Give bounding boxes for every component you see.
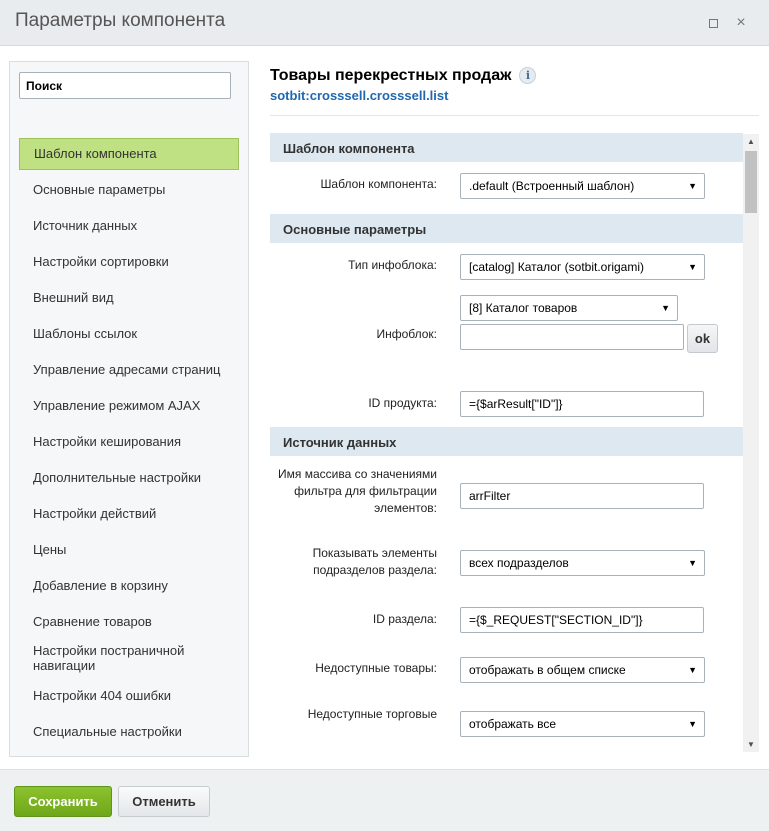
- dialog-titlebar: [0, 0, 769, 46]
- sidebar-item-prices[interactable]: Цены: [33, 542, 67, 557]
- iblock-label: Инфоблок:: [376, 327, 437, 341]
- dialog-footer: [0, 769, 769, 831]
- param-row-unavailable: [270, 645, 743, 694]
- component-title: Товары перекрестных продаж: [270, 67, 512, 84]
- param-row-section-id: [270, 596, 743, 645]
- sidebar-item-main-params[interactable]: Основные параметры: [33, 182, 166, 197]
- params-form: [270, 133, 743, 754]
- section-id-label: ID раздела:: [372, 612, 437, 626]
- sidebar-item-ajax[interactable]: Управление режимом AJAX: [33, 398, 201, 413]
- iblock-extra-input[interactable]: [460, 324, 684, 350]
- scroll-down-icon[interactable]: ▼: [747, 740, 755, 749]
- sidebar-item-link-templates[interactable]: Шаблоны ссылок: [33, 326, 138, 341]
- iblock-type-select[interactable]: [catalog] Каталог (sotbit.origami) ▼: [460, 254, 705, 280]
- sidebar-item-data-source[interactable]: Источник данных: [33, 218, 138, 233]
- chevron-down-icon: ▼: [688, 719, 697, 729]
- sidebar-item-additional[interactable]: Дополнительные настройки: [33, 470, 202, 485]
- ok-button[interactable]: ok: [687, 324, 718, 353]
- param-row-template: [270, 162, 743, 214]
- cancel-button[interactable]: Отменить: [118, 786, 210, 817]
- sidebar-item-special[interactable]: Специальные настройки: [33, 724, 182, 739]
- sidebar-item-pagination[interactable]: Настройки постраничной навигации: [33, 643, 185, 673]
- section-header-source: Источник данных: [270, 427, 743, 456]
- section-id-input[interactable]: ={$_REQUEST["SECTION_ID"]}: [460, 607, 704, 633]
- iblock-type-label: Тип инфоблока:: [348, 258, 437, 272]
- param-row-iblock: [270, 291, 743, 379]
- dialog-title: Параметры компонента: [15, 10, 226, 31]
- product-id-label: ID продукта:: [368, 396, 437, 410]
- chevron-down-icon: ▼: [688, 181, 697, 191]
- dialog-body: [0, 47, 769, 769]
- sidebar-item-compare[interactable]: Сравнение товаров: [33, 614, 152, 629]
- sidebar-item-404[interactable]: Настройки 404 ошибки: [33, 688, 171, 703]
- chevron-down-icon: ▼: [688, 262, 697, 272]
- param-row-product-id: [270, 379, 743, 427]
- product-id-input[interactable]: ={$arResult["ID"]}: [460, 391, 704, 417]
- template-label: Шаблон компонента:: [320, 177, 437, 191]
- header-divider: [270, 115, 759, 116]
- sidebar: [9, 61, 249, 757]
- param-row-iblock-type: [270, 243, 743, 291]
- info-icon[interactable]: i: [519, 67, 536, 84]
- sidebar-nav: [19, 138, 239, 752]
- unavailable-select[interactable]: отображать в общем списке ▼: [460, 657, 705, 683]
- section-header-template: Шаблон компонента: [270, 133, 743, 162]
- maximize-button[interactable]: [704, 14, 722, 32]
- chevron-down-icon: ▼: [688, 665, 697, 675]
- unavailable-offers-label: Недоступные торговые: [307, 707, 437, 721]
- content-header: [270, 67, 760, 103]
- param-row-filter-name: [270, 456, 743, 541]
- scroll-up-icon[interactable]: ▲: [747, 137, 755, 146]
- close-button[interactable]: [732, 14, 750, 32]
- param-row-subsections: [270, 541, 743, 596]
- sidebar-item-template[interactable]: Шаблон компонента: [19, 138, 239, 170]
- iblock-select[interactable]: [8] Каталог товаров ▼: [460, 295, 678, 321]
- chevron-down-icon: ▼: [661, 303, 670, 313]
- sidebar-item-actions[interactable]: Настройки действий: [33, 506, 157, 521]
- template-select[interactable]: .default (Встроенный шаблон) ▼: [460, 173, 705, 199]
- filter-name-label: Имя массива со значениями фильтра для фильтрации элементов:: [278, 467, 437, 515]
- search-input[interactable]: Поиск: [19, 72, 231, 99]
- filter-name-input[interactable]: arrFilter: [460, 483, 704, 509]
- param-row-unavailable-offers: [270, 694, 743, 754]
- sidebar-item-appearance[interactable]: Внешний вид: [33, 290, 114, 305]
- chevron-down-icon: ▼: [688, 558, 697, 568]
- sidebar-item-sorting[interactable]: Настройки сортировки: [33, 254, 169, 269]
- sidebar-item-page-addresses[interactable]: Управление адресами страниц: [33, 362, 221, 377]
- unavailable-label: Недоступные товары:: [315, 661, 437, 675]
- close-icon: ×: [736, 14, 746, 31]
- content-scrollbar[interactable]: [743, 134, 759, 752]
- unavailable-offers-select[interactable]: отображать все ▼: [460, 711, 705, 737]
- sidebar-item-add-to-cart[interactable]: Добавление в корзину: [33, 578, 168, 593]
- params-scroll-area: [270, 133, 759, 757]
- section-header-main: Основные параметры: [270, 214, 743, 243]
- maximize-icon: [709, 19, 718, 28]
- save-button[interactable]: Сохранить: [14, 786, 112, 817]
- subsections-select[interactable]: всех подразделов ▼: [460, 550, 705, 576]
- sidebar-item-caching[interactable]: Настройки кеширования: [33, 434, 182, 449]
- component-code: sotbit:crosssell.crosssell.list: [270, 88, 449, 103]
- scrollbar-thumb[interactable]: [745, 151, 757, 213]
- subsections-label: Показывать элементы подразделов раздела:: [312, 546, 437, 577]
